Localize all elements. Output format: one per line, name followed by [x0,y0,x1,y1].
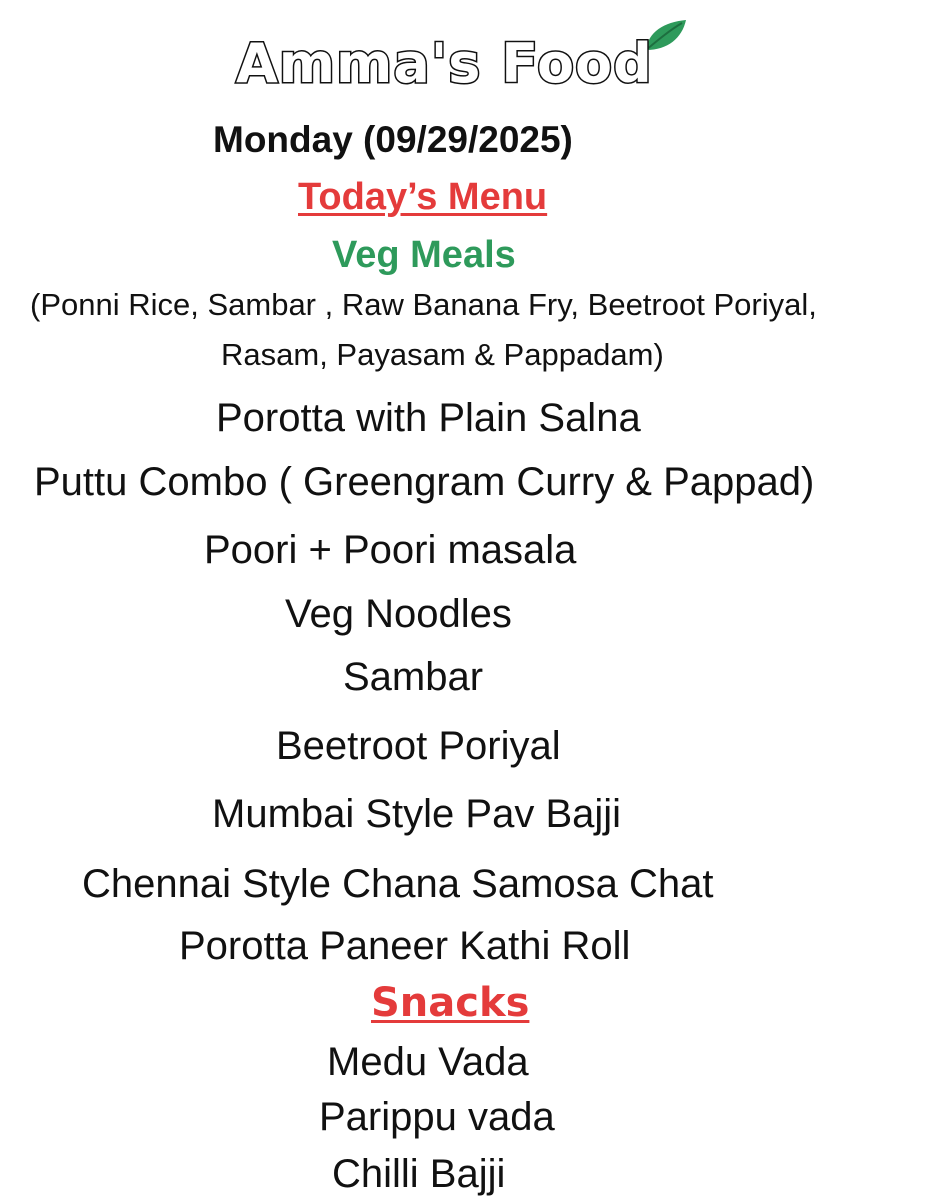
snack-item: Medu Vada [327,1040,529,1084]
brand-name: Amma's Food [236,32,653,95]
veg-meals-description-line1: (Ponni Rice, Sambar , Raw Banana Fry, Beetroot Poriyal, [30,287,817,322]
menu-date: Monday (09/29/2025) [213,119,573,160]
menu-item: Sambar [343,655,484,699]
snack-item: Parippu vada [319,1095,555,1139]
menu-item: Poori + Poori masala [204,528,577,572]
veg-meals-description-line2: Rasam, Payasam & Pappadam) [221,337,664,372]
menu-item: Beetroot Poriyal [276,724,561,768]
menu-item: Veg Noodles [285,592,512,636]
snack-item: Chilli Bajji [332,1152,506,1196]
menu-item: Mumbai Style Pav Bajji [212,792,622,836]
menu-item: Puttu Combo ( Greengram Curry & Pappad) [34,460,815,504]
menu-item: Chennai Style Chana Samosa Chat [82,862,714,906]
menu-item: Porotta with Plain Salna [216,396,641,440]
snacks-heading: Snacks [371,980,530,1026]
veg-meals-heading: Veg Meals [332,234,516,276]
brand-logo [232,18,653,104]
menu-item: Porotta Paneer Kathi Roll [179,924,631,968]
todays-menu-heading: Today’s Menu [298,176,548,218]
